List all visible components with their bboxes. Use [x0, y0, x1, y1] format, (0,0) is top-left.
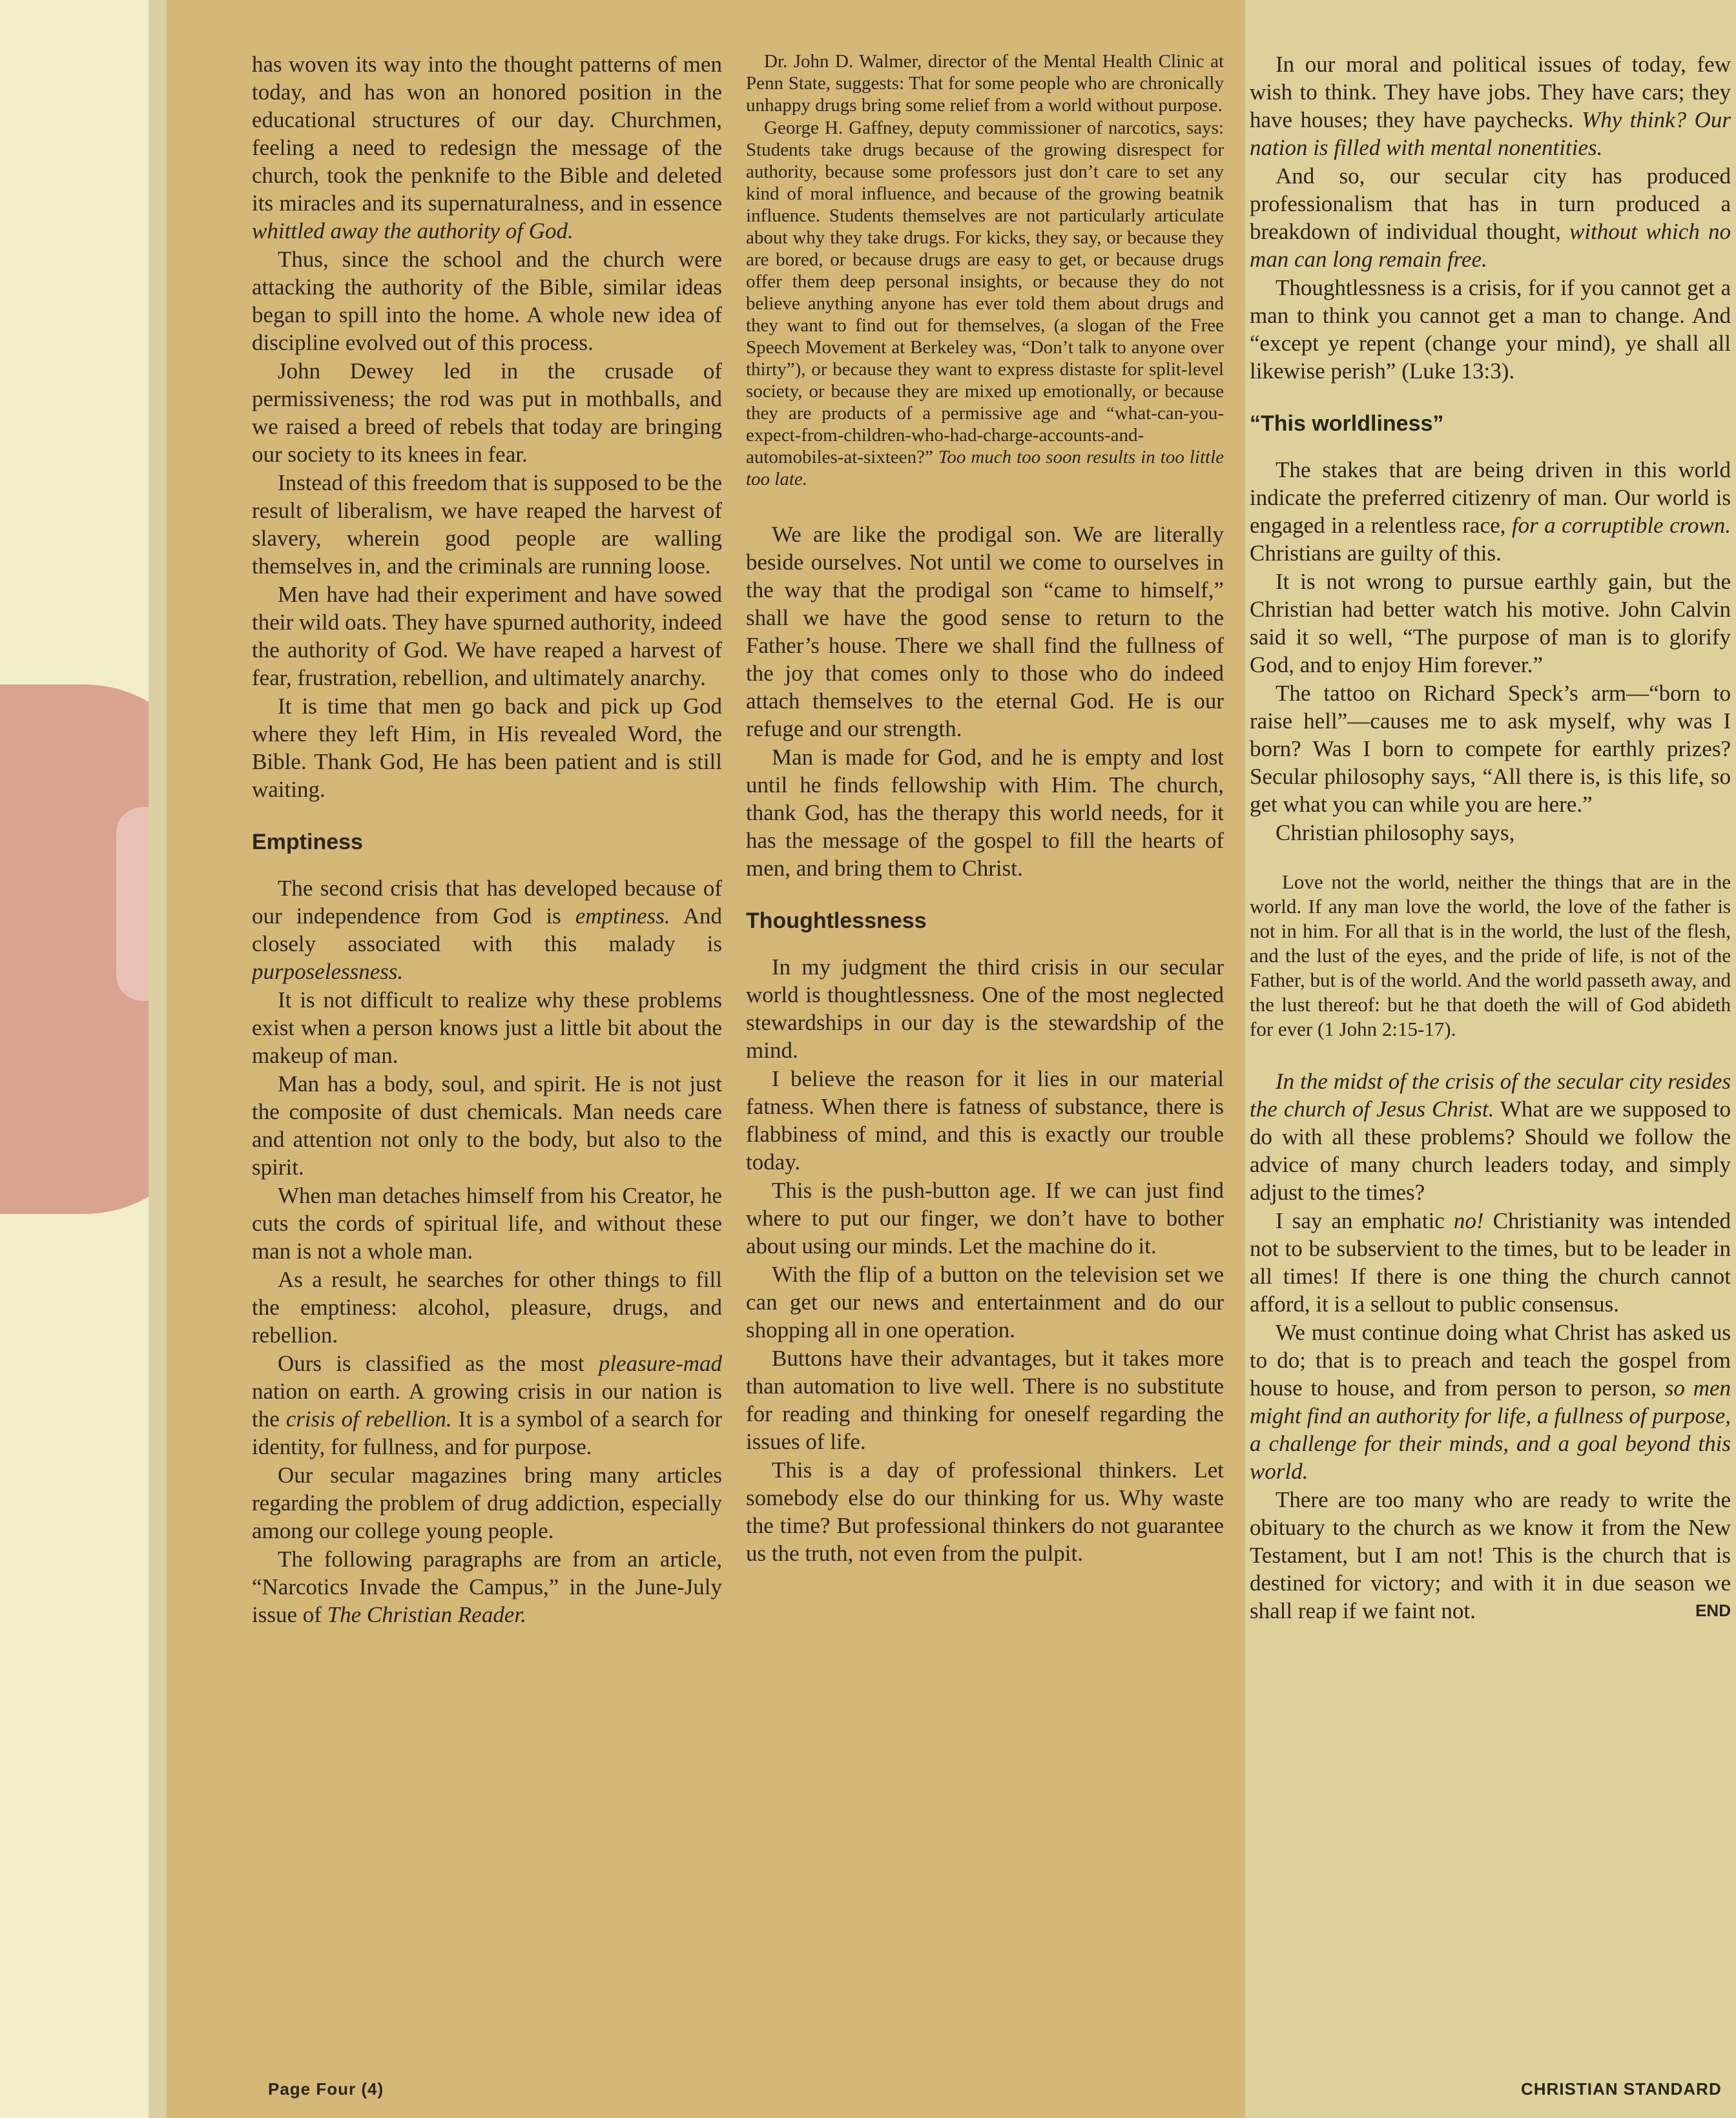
- paragraph: Our secular magazines bring many articles regarding the problem of drug addiction, especially among our college young people.: [252, 1463, 722, 1543]
- end-mark: END: [1695, 1601, 1731, 1620]
- quoted-excerpt: [746, 50, 1224, 490]
- paragraph: This is the push-button age. If we can just find where to put our finger, we don’t have to bother about using our minds. Let the machine do it.: [746, 1178, 1224, 1259]
- paragraph: Man is made for God, and he is empty and lost until he finds fellowship with Him. The church, thank God, has the therapy this world needs, for it has the message of the gospel to fill the hearts of men, and bring them to Christ.: [746, 745, 1224, 881]
- paragraph: And so, our secular city has produced professionalism that has in turn produced a breakdown of individual thought, without which no man can long remain free.: [1250, 163, 1731, 272]
- paragraph: There are too many who are ready to write the obituary to the church as we know it from the New Testament, but I am not! This is the church that is destined for victory; and with it in due season we shall reap if we faint not. END: [1250, 1487, 1731, 1623]
- paragraph: The tattoo on Richard Speck’s arm—“born to raise hell”—causes me to ask myself, why was I born? Was I born to compete for earthly prizes? Secular philosophy says, “All there is, is this life, so get what you can while you are here.”: [1250, 681, 1731, 817]
- section-heading-emptiness: Emptiness: [252, 830, 363, 854]
- paragraph: It is not difficult to realize why these problems exist when a person knows just a little bit about the makeup of man.: [252, 987, 722, 1068]
- paragraph: Ours is classified as the most pleasure-mad nation on earth. A growing crisis in our nation is the crisis of rebellion. It is a symbol of a search for identity, for fullness, and for purpose.: [252, 1351, 722, 1459]
- spacer: [746, 491, 1224, 520]
- publication-name: CHRISTIAN STANDARD: [1521, 2079, 1722, 2099]
- paragraph: has woven its way into the thought patterns of men today, and has won an honored position in the educational structures of our day. Churchmen, feeling a need to redesign the message of the church, took the penknife to the Bible and deleted its miracles and its supernaturalness, and in essence whittled away the authority of God.: [252, 52, 722, 243]
- paragraph: We are like the prodigal son. We are literally beside ourselves. Not until we come to ourselves in the way that the prodigal son “came to himself,” shall we have the good sense to return to the Father’s house. There we shall find the fullness of the joy that comes only to those who do indeed attach themselves to the eternal God. He is our refuge and our strength.: [746, 522, 1224, 741]
- paragraph: Christian philosophy says,: [1276, 820, 1515, 845]
- paragraph: When man detaches himself from his Creator, he cuts the cords of spiritual life, and without these man is not a whole man.: [252, 1183, 722, 1264]
- paragraph: George H. Gaffney, deputy commissioner of narcotics, says: Students take drugs because of the growing disrespect for authority, because some professors just don’t care to set any kind of moral influence, and because of the growing beatnik influence. Students themselves are not particularly articulate about why they take drugs. For kicks, they say, or because they are bored, or because drugs are easy to get, or because drugs offer them deep personal insights, or because they do not believe anything anyone has ever told them about drugs and they want to find out for themselves, (a slogan of the Free Speech Movement at Berkeley was, “Don’t talk to anyone over thirty”), or because they want to express distaste for split-level society, or because they are mixed up emotionally, or because they are products of a permissive age and “what-can-you-expect-from-children-who-had-charge-accounts-and-automobiles-at-sixteen?” Too much too soon results in too little too late.: [746, 118, 1224, 489]
- article-column-3: [1250, 50, 1731, 1968]
- section-heading-worldliness: “This worldliness”: [1250, 411, 1444, 436]
- paragraph: Man has a body, soul, and spirit. He is not just the composite of dust chemicals. Man needs care and attention not only to the body, but also to the spirit.: [252, 1071, 722, 1180]
- paragraph: It is time that men go back and pick up God where they left Him, in His revealed Word, the Bible. Thank God, He has been patient and is still waiting.: [252, 694, 722, 802]
- paragraph: Men have had their experiment and have sowed their wild oats. They have spurned authority, indeed the authority of God. We have reaped a harvest of fear, frustration, rebellion, and ultimately anarchy.: [252, 582, 722, 690]
- paragraph: The following paragraphs are from an article, “Narcotics Invade the Campus,” in the June-July issue of The Christian Reader.: [252, 1547, 722, 1627]
- scripture-quote: [1250, 870, 1731, 1042]
- paragraph: John Dewey led in the crusade of permissiveness; the rod was put in mothballs, and we raised a breed of rebels that today are bringing our society to its knees in fear.: [252, 358, 722, 467]
- paragraph: I believe the reason for it lies in our material fatness. When there is fatness of substance, there is flabbiness of mind, and this is exactly our trouble today.: [746, 1066, 1224, 1175]
- paragraph: In our moral and political issues of today, few wish to think. They have jobs. They have cars; they have houses; they have paychecks. Why think? Our nation is filled with mental nonentities.: [1250, 52, 1731, 160]
- paragraph: Instead of this freedom that is supposed to be the result of liberalism, we have reaped the harvest of slavery, wherein good people are walling themselves in, and the criminals are running loose.: [252, 470, 722, 579]
- paragraph: In the midst of the crisis of the secular city resides the church of Jesus Christ. What are we supposed to do with all these problems? Should we follow the advice of many church leaders today, and simply adjust to the times?: [1250, 1069, 1731, 1205]
- paragraph: In my judgment the third crisis in our secular world is thoughtlessness. One of the most neglected stewardships in our day is the stewardship of the mind.: [746, 954, 1224, 1063]
- paragraph: Thus, since the school and the church were attacking the authority of the Bible, similar ideas began to spill into the home. A whole new idea of discipline evolved out of this process.: [252, 247, 722, 355]
- article-column-1: [252, 50, 722, 1968]
- paragraph: Thoughtlessness is a crisis, for if you cannot get a man to think you cannot get a man to change. And “except ye repent (change your mind), ye shall all likewise perish” (Luke 13:3).: [1250, 275, 1731, 384]
- article-column-2: [746, 50, 1224, 1968]
- quote-text: Love not the world, neither the things that are in the world. If any man love the world, the love of the father is not in him. For all that is in the world, the lust of the flesh, and the lust of the eyes, and the pride of life, is not of the Father, but is of the world. And the world passeth away, and the lust thereof: but he that doeth the will of God abideth for ever (1 John 2:15-17).: [1250, 870, 1731, 1040]
- paragraph: Buttons have their advantages, but it takes more than automation to live well. There is no substitute for reading and thinking for oneself regarding the issues of life.: [746, 1346, 1224, 1454]
- paragraph: It is not wrong to pursue earthly gain, but the Christian had better watch his motive. John Calvin said it so well, “The purpose of man is to glorify God, and to enjoy Him forever.”: [1250, 569, 1731, 677]
- paragraph: Dr. John D. Walmer, director of the Mental Health Clinic at Penn State, suggests: That for some people who are chronically unhappy drugs bring some relief from a world without purpose.: [746, 51, 1224, 116]
- paragraph: This is a day of professional thinkers. Let somebody else do our thinking for us. Why waste the time? But professional thinkers do not guarantee us the truth, not even from the pulpit.: [746, 1457, 1224, 1566]
- paragraph: We must continue doing what Christ has asked us to do; that is to preach and teach the gospel from house to house, and from person to person, so men might find an authority for life, a fullness of purpose, a challenge for their minds, and a goal beyond this world.: [1250, 1320, 1731, 1484]
- paragraph: The second crisis that has developed because of our independence from God is emptiness. And closely associated with this malady is purposelessness.: [252, 876, 722, 984]
- page-number-label: Page Four (4): [268, 2079, 384, 2099]
- section-heading-thoughtlessness: Thoughtlessness: [746, 909, 927, 933]
- page-binding-edge: [149, 0, 168, 2118]
- paragraph: I say an emphatic no! Christianity was intended not to be subservient to the times, but to be leader in all times! If there is one thing the church cannot afford, it is a sellout to public consensus.: [1250, 1208, 1731, 1317]
- paragraph: The stakes that are being driven in this world indicate the preferred citizenry of man. Our world is engaged in a relentless race, for a corruptible crown. Christians are guilty of this.: [1250, 457, 1731, 566]
- paragraph: With the flip of a button on the television set we can get our news and entertainment and do our shopping all in one operation.: [746, 1262, 1224, 1342]
- paragraph: As a result, he searches for other things to fill the emptiness: alcohol, pleasure, drugs, and rebellion.: [252, 1267, 722, 1348]
